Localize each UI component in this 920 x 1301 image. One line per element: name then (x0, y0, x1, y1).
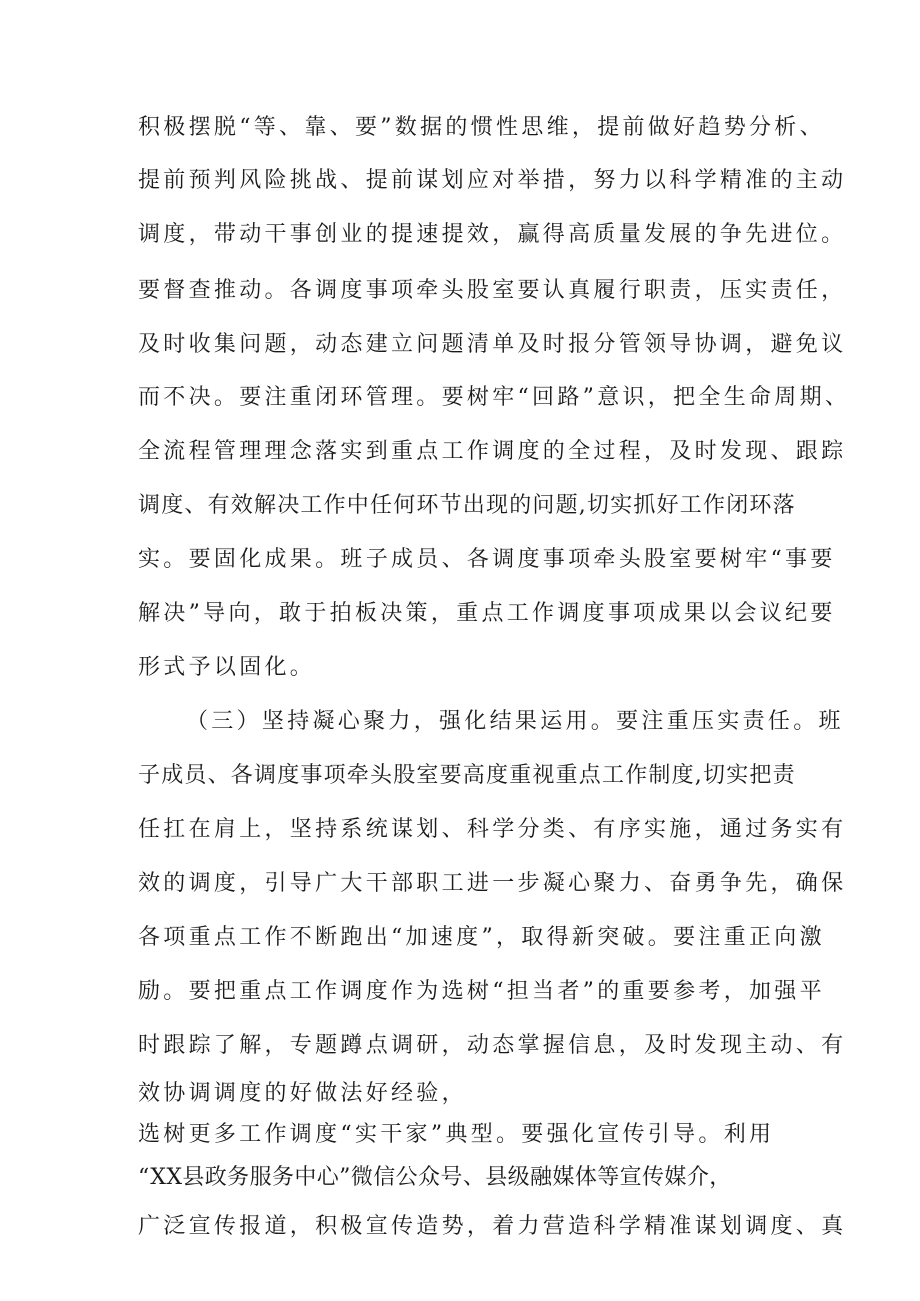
body-text-line: 及时收集问题，动态建立问题清单及时报分管领导协调，避免议 (138, 332, 847, 357)
body-text-line: 调度、有效解决工作中任何环节出现的问题,切实抓好工作闭环落 (138, 493, 796, 518)
body-text-line: 解决”导向，敢于拍板决策，重点工作调度事项成果以会议纪要 (138, 601, 836, 626)
body-text-line: 而不决。要注重闭环管理。要树牢“回路”意识，把全生命周期、 (138, 385, 851, 410)
body-text-line: 效协调调度的好做法好经验， (138, 1081, 467, 1106)
body-text-line: 全流程管理理念落实到重点工作调度的全过程，及时发现、跟踪 (138, 439, 847, 464)
body-text-line: 选树更多工作调度“实干家”典型。要强化宣传引导。利用 (138, 1122, 775, 1147)
body-text-line: 子成员、各调度事项牵头股室要高度重视重点工作制度,切实把责 (138, 763, 796, 788)
body-text-line: “XX县政务服务中心”微信公众号、县级融媒体等宣传媒介， (138, 1165, 732, 1190)
body-text-line: 励。要把重点工作调度作为选树“担当者”的重要参考，加强平 (138, 979, 825, 1004)
body-text-line: 效的调度，引导广大干部职工进一步凝心聚力、奋勇争先，确保 (138, 871, 847, 896)
body-text-line: 实。要固化成果。班子成员、各调度事项牵头股室要树牢“事要 (138, 547, 836, 572)
body-text-line: 时跟踪了解，专题蹲点调研，动态掌握信息，及时发现主动、有 (138, 1033, 847, 1058)
body-text-line: 提前预判风险挑战、提前谋划应对举措，努力以科学精准的主动 (138, 168, 847, 193)
body-text-line: 积极摆脱“等、靠、要”数据的惯性思维，提前做好趋势分析、 (138, 115, 825, 140)
body-text-line: 形式予以固化。 (138, 655, 316, 680)
body-text-line: 各项重点工作不断跑出“加速度”，取得新突破。要注重正向激 (138, 925, 825, 950)
body-text-line: 广泛宣传报道，积极宣传造势，着力营造科学精准谋划调度、真 (138, 1214, 847, 1239)
body-text-line: 调度，带动干事创业的提速提效，赢得高质量发展的争先进位。 (138, 222, 847, 247)
section-heading-line: （三）坚持凝心聚力，强化结果运用。要注重压实责任。班 (186, 709, 844, 734)
body-text-line: 任扛在肩上，坚持系统谋划、科学分类、有序实施，通过务实有 (138, 817, 847, 842)
body-text-line: 要督查推动。各调度事项牵头股室要认真履行职责，压实责任， (138, 278, 847, 303)
